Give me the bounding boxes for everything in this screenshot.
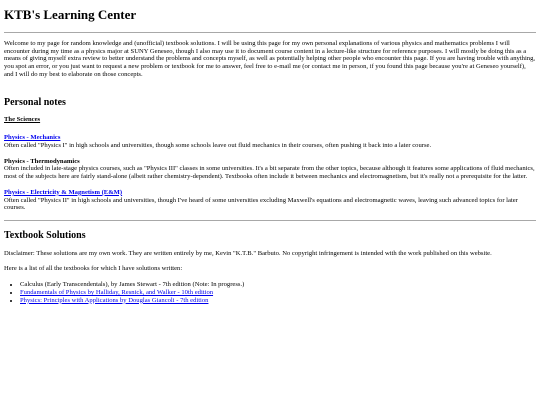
thermodynamics-title: Physics - Thermodynamics <box>4 157 80 165</box>
calculus-label: Calculus (Early Transcendentals), by James Stewart - 7th edition (Note: In progress.) <box>20 281 245 289</box>
topic-mechanics <box>4 134 536 150</box>
textbook-solutions-heading: Textbook Solutions <box>4 230 86 242</box>
topic-thermodynamics <box>4 158 536 181</box>
textbook-item-calculus <box>20 281 536 289</box>
textbook-item-halliday <box>20 289 536 297</box>
page-title: KTB's Learning Center <box>4 7 137 22</box>
electromagnetism-description: Often called "Physics II" in high schools and universities, though I've heard of some universities excluding Maxwell's equations and electromagnetic waves, leaving such advanced topics for later courses. <box>4 196 518 212</box>
electromagnetism-link[interactable]: Physics - Electricity & Magnetism (E&M) <box>4 188 123 196</box>
textbook-item-giancoli <box>20 297 536 305</box>
thermodynamics-description: Often included in late-stage physics courses, such as "Physics III" classes in some universities. It's a bit separate from the other topics, because although it features some applications of fluid mechanics, most of the subjects here are fairly stand-alone (albeit rather chemistry-dependent). Textbooks often include it between mechanics and electromagnetism, but it's really not a prerequisite for the latter. <box>4 165 535 181</box>
sciences-subheading: The Sciences <box>4 116 41 124</box>
divider-middle <box>4 220 536 221</box>
intro-paragraph: Welcome to my page for random knowledge and (unofficial) textbook solutions. I will be using this page for my own personal explanations of various physics and mathematics problems I will encounter during my time as a physics major at SUNY Geneseo, though I also may use it to document course content in a lecture-like structure for reference purposes. I will mostly be doing this as a means of giving myself extra review to better understand the problems and concepts myself, as well as potentially helping other people who encounter this page. If you are having trouble with anything, you spot an error, or you just want to request a new problem or textbook for me to answer, feel free to e-mail me (or contact me in person, if you found this page because you're at Geneseo yourself), and I will do my best to elaborate on those concepts. <box>4 39 536 78</box>
textbook-list <box>4 281 536 304</box>
giancoli-link[interactable]: Physics: Principles with Applications by Douglas Giancoli - 7th edition <box>20 296 209 304</box>
divider-top <box>4 32 536 33</box>
mechanics-link[interactable]: Physics - Mechanics <box>4 134 61 142</box>
mechanics-description: Often called "Physics I" in high schools and universities, though some schools leave out fluid mechanics in their courses, often pushing it back into a later course. <box>4 141 432 149</box>
disclaimer-text: Disclaimer: These solutions are my own work. They are written entirely by me, Kevin "K.T.B." Barbuto. No copyright infringement is intended with the work published on this website. <box>4 249 492 257</box>
textbook-list-intro: Here is a list of all the textbooks for which I have solutions written: <box>4 265 183 273</box>
halliday-link[interactable]: Fundamentals of Physics by Halliday, Resnick, and Walker - 10th edition <box>20 288 214 296</box>
topic-electromagnetism <box>4 189 536 212</box>
personal-notes-heading: Personal notes <box>4 96 66 108</box>
